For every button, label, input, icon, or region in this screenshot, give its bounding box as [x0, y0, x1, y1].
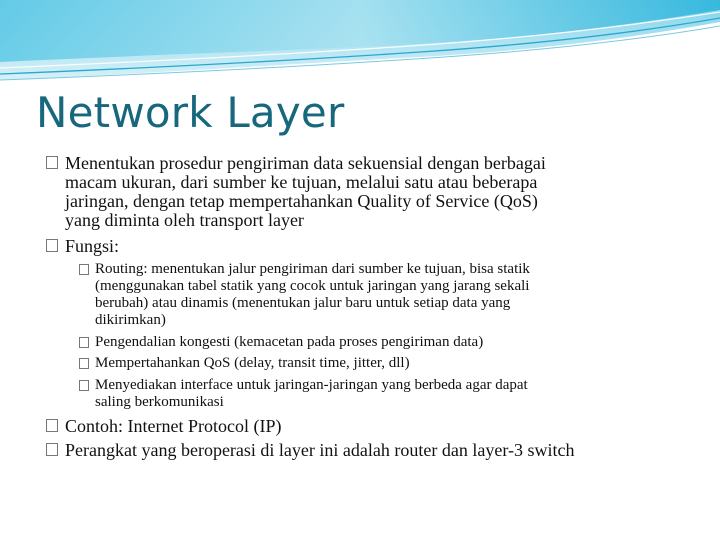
sub-bullet-text: Menyediakan interface untuk jaringan-jaringan yang berbeda agar dapat: [95, 377, 528, 393]
sub-bullet-text: Pengendalian kongesti (kemacetan pada proses pengiriman data): [95, 334, 484, 350]
sub-bullet-marker: [79, 264, 89, 275]
bullet-text: Menentukan prosedur pengiriman data sekuensial dengan berbagai: [65, 153, 546, 173]
bullet-text: jaringan, dengan tetap mempertahankan Quality of Service (QoS): [65, 191, 538, 211]
bullet-text: yang diminta oleh transport layer: [65, 210, 304, 230]
bullet-marker: [46, 419, 58, 432]
bullet-text: Fungsi:: [65, 236, 120, 256]
sub-bullet-text: berubah) atau dinamis (menentukan jalur baru untuk setiap data yang: [95, 295, 511, 311]
slide-title: Network Layer: [36, 88, 345, 137]
sub-bullet-text: Routing: menentukan jalur pengiriman dari sumber ke tujuan, bisa statik: [95, 261, 530, 277]
bullet-text: Perangkat yang beroperasi di layer ini adalah router dan layer-3 switch: [65, 440, 575, 460]
sub-bullet-marker: [79, 337, 89, 348]
sub-bullet-text: Mempertahankan QoS (delay, transit time, jitter, dll): [95, 355, 410, 371]
sub-bullet-text: dikirimkan): [95, 312, 166, 328]
bullet-text: Contoh: Internet Protocol (IP): [65, 416, 282, 436]
sub-bullet-marker: [79, 380, 89, 391]
bullet-marker: [46, 156, 58, 169]
sub-bullet-text: saling berkomunikasi: [95, 394, 224, 410]
bullet-marker: [46, 239, 58, 252]
bullet-text: macam ukuran, dari sumber ke tujuan, melalui satu atau beberapa: [65, 172, 538, 192]
sub-bullet-text: (menggunakan tabel statik yang cocok untuk jaringan yang jarang sekali: [95, 278, 530, 294]
sub-bullet-marker: [79, 358, 89, 369]
bullet-marker: [46, 443, 58, 456]
